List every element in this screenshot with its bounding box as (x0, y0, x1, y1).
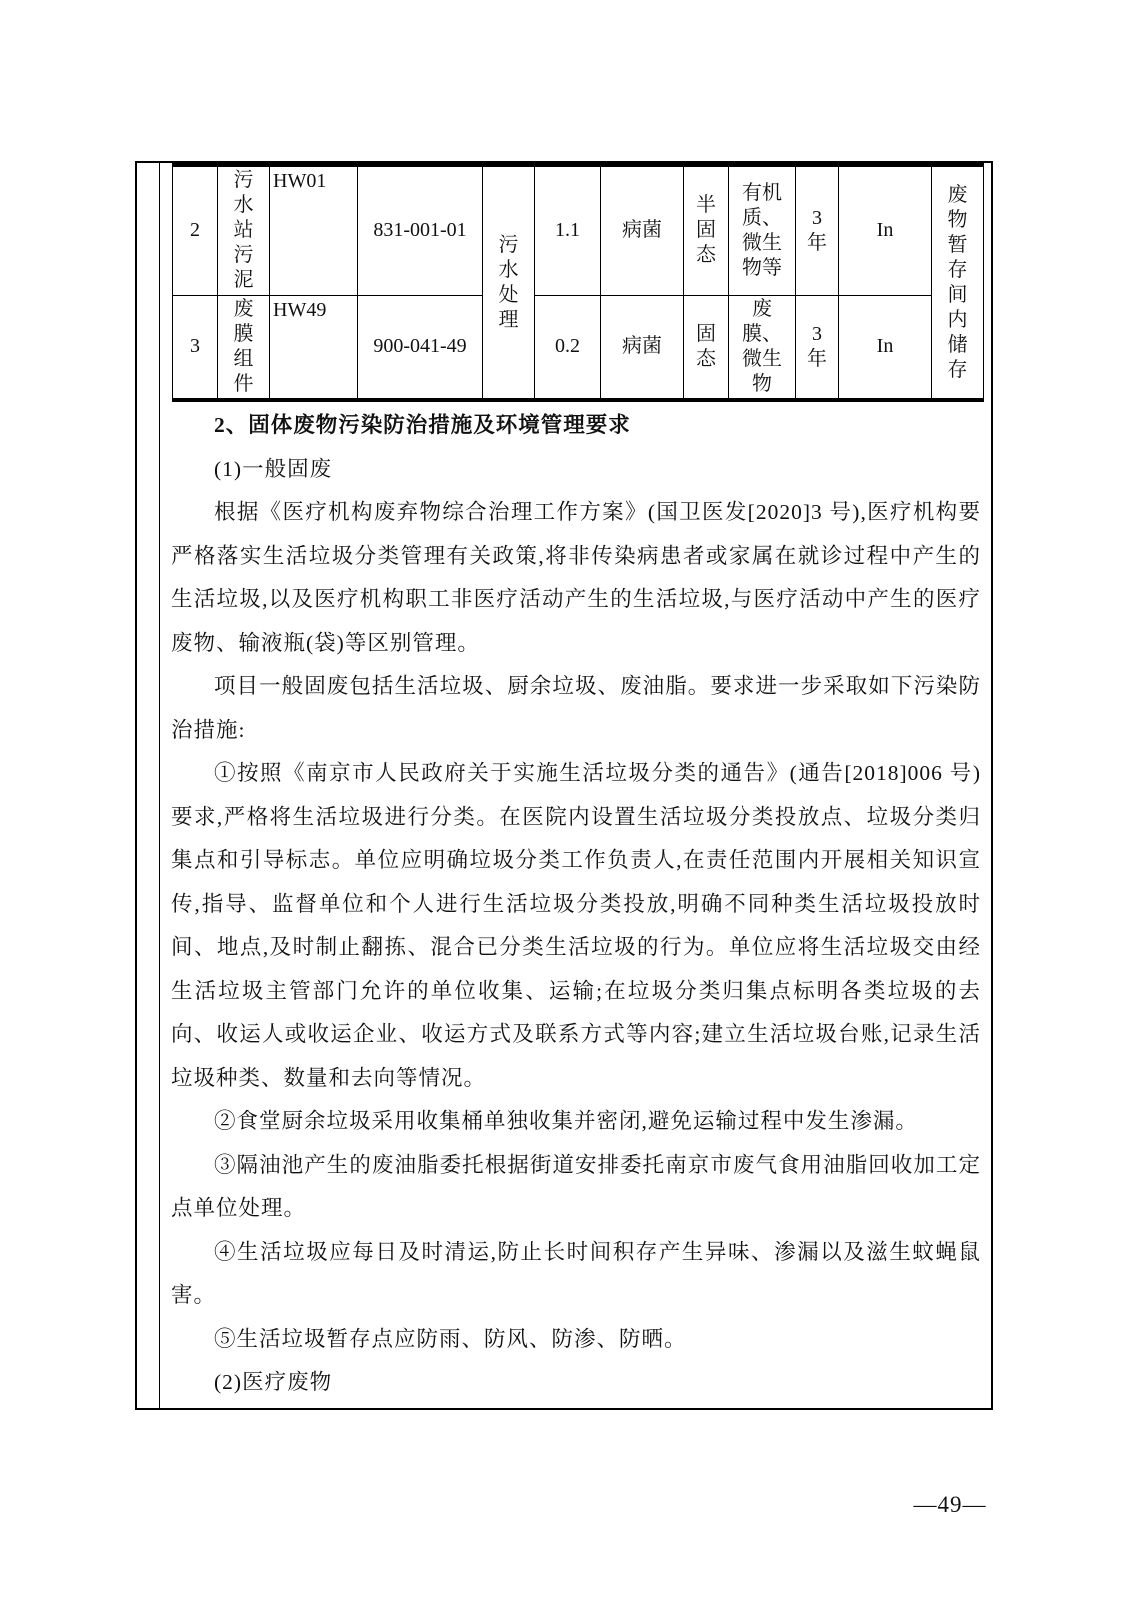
table-row (173, 295, 984, 400)
cell-waste-name: 废膜组件 (218, 295, 270, 400)
para-measure-5: ⑤生活垃圾暂存点应防雨、防风、防渗、防晒。 (214, 1326, 687, 1351)
cell-quantity: 1.1 (535, 165, 601, 295)
cell-hw-class: HW49 (270, 295, 358, 400)
cell-quantity: 0.2 (535, 295, 601, 400)
cell-hw-class: HW01 (270, 165, 358, 295)
subsection-general-waste-label: (1)一般固废 (214, 456, 333, 481)
cell-component: 有机质、微生物等 (729, 165, 796, 295)
cell-waste-code: 831-001-01 (358, 165, 483, 295)
cell-component: 废膜、微生物 (729, 295, 796, 400)
cell-hazard: 病菌 (601, 165, 684, 295)
cell-waste-code: 900-041-49 (358, 295, 483, 400)
cell-storage-note: 废物暂存间内储存 (932, 165, 984, 400)
cell-disposal: In (839, 295, 932, 400)
cell-generation-process: 污水处理 (483, 165, 535, 400)
cell-storage-period: 3年 (796, 295, 839, 400)
page-number: —49— (913, 1492, 987, 1517)
para-general-waste-intro: 项目一般固废包括生活垃圾、厨余垃圾、废油脂。要求进一步采取如下污染防治措施: (171, 674, 981, 742)
subsection-medical-waste-label: (2)医疗废物 (214, 1370, 333, 1394)
para-measure-1: ①按照《南京市人民政府关于实施生活垃圾分类的通告》(通告[2018]006 号)要求,严格将生活垃圾进行分类。在医院内设置生活垃圾分类投放点、垃圾分类归集点和引导标志。单位应明确垃圾分类工作负责人,在责任范围内开展相关知识宣传,指导、监督单位和个人进行生活垃圾分类投放,明确不同种类生活垃圾投放时间、地点,及时制止翻拣、混合已分类生活垃圾的行为。单位应将生活垃圾交由经生活垃圾主管部门允许的单位收集、运输;在垃圾分类归集点标明各类垃圾的去向、收运人或收运企业、收运方式及联系方式等内容;建立生活垃圾台账,记录生活垃圾种类、数量和去向等情况。 (171, 761, 981, 1090)
cell-serial: 2 (173, 165, 218, 295)
para-policy-basis: 根据《医疗机构废弃物综合治理工作方案》(国卫医发[2020]3 号),医疗机构要严格落实生活垃圾分类管理有关政策,将非传染病患者或家属在就诊过程中产生的生活垃圾,以及医疗机构职工非医疗活动产生的生活垃圾,与医疗活动中产生的医疗废物、输液瓶(袋)等区别管理。 (171, 500, 981, 655)
left-gutter-rule (137, 163, 160, 1408)
para-measure-2: ②食堂厨余垃圾采用收集桶单独收集并密闭,避免运输过程中发生渗漏。 (214, 1109, 918, 1133)
cell-hazard: 病菌 (601, 295, 684, 400)
cell-waste-name: 污水站污泥 (218, 165, 270, 295)
body-text (171, 404, 981, 1405)
cell-disposal: In (839, 165, 932, 295)
para-measure-3: ③隔油池产生的废油脂委托根据街道安排委托南京市废气食用油脂回收加工定点单位处理。 (171, 1152, 981, 1220)
cell-form: 半固态 (684, 165, 729, 295)
cell-serial: 3 (173, 295, 218, 400)
para-measure-4: ④生活垃圾应每日及时清运,防止长时间积存产生异味、渗漏以及滋生蚊蝇鼠害。 (171, 1239, 981, 1307)
cell-storage-period: 3年 (796, 165, 839, 295)
section-heading: 2、固体废物污染防治措施及环境管理要求 (214, 413, 631, 437)
cell-form: 固态 (684, 295, 729, 400)
hazardous-waste-table (172, 163, 984, 402)
table-row (173, 165, 984, 295)
